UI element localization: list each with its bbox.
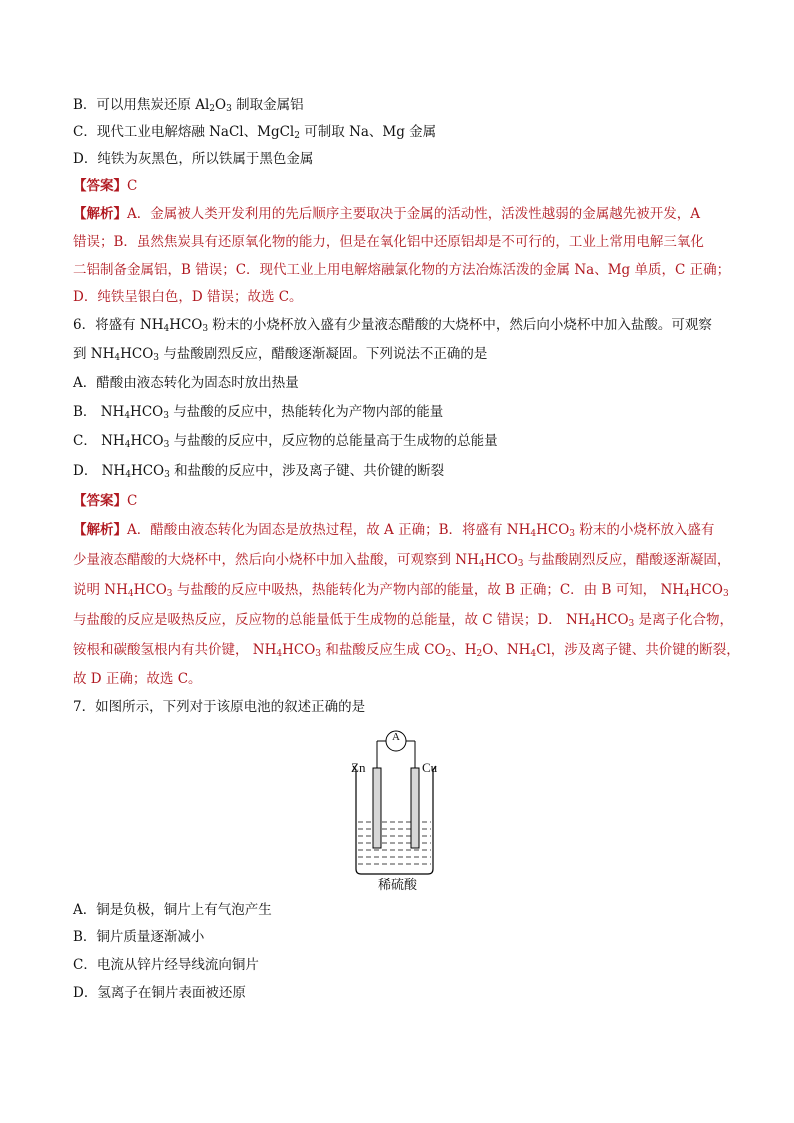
- q5-option-c: C．现代工业电解熔融 NaCl、MgCl$_2$ 可制取 Na、Mg 金属: [73, 124, 437, 141]
- q5-option-b: B．可以用焦炭还原 $Al_2O_3$ 制取金属铝: [73, 97, 304, 114]
- copper-label: Cu: [422, 760, 438, 775]
- q6-analysis-line-4: 与盐酸的反应是吸热反应，反应物的总能量低于生成物的总能量，故 C 错误；D． $NH_4HCO_3$ 是离子化合物，: [73, 612, 734, 629]
- q6-option-a: A．醋酸由液态转化为固态时放出热量: [73, 375, 299, 391]
- q7-option-d: D．氢离子在铜片表面被还原: [73, 985, 246, 1001]
- q6-analysis-line-5: 铵根和碳酸氢根内有共价键， $NH_4HCO_3$ 和盐酸反应生成 $CO_2$、$H_2O$、$NH_4Cl$，涉及离子键、共价键的断裂，: [73, 642, 740, 659]
- q6-analysis-line-1: 【解析】A．醋酸由液态转化为固态是放热过程，故 A 正确；B．将盛有 $NH_4HCO_3$ 粉末的小烧杯放入盛有: [73, 522, 715, 539]
- sulfuric-acid-liquid: [358, 822, 431, 864]
- figure-caption: 稀硫酸: [378, 878, 418, 893]
- zinc-electrode: [373, 768, 381, 848]
- q7-stem: 7．如图所示，下列对于该原电池的叙述正确的是: [73, 699, 366, 715]
- q5-analysis-line-2: 错误；B．虽然焦炭具有还原氧化物的能力，但是在氧化铝中还原铝却是不可行的，工业上常用电解三氧化: [73, 234, 704, 250]
- beaker-icon: [353, 766, 436, 874]
- q5-option-d: D．纯铁为灰黑色，所以铁属于黑色金属: [73, 151, 314, 167]
- q6-option-b: B． $NH_4HCO_3$ 与盐酸的反应中，热能转化为产物内部的能量: [73, 404, 444, 421]
- q5-answer: 【答案】C: [73, 178, 138, 194]
- q6-option-d: D． $NH_4HCO_3$ 和盐酸的反应中，涉及离子键、共价键的断裂: [73, 463, 445, 480]
- q6-answer: 【答案】C: [73, 493, 138, 509]
- zinc-label: Zn: [351, 760, 366, 775]
- q7-option-b: B．铜片质量逐渐减小: [73, 929, 205, 945]
- q5-analysis-line-1: 【解析】A．金属被人类开发利用的先后顺序主要取决于金属的活动性，活泼性越弱的金属越先被开发，A: [73, 206, 700, 222]
- q6-stem-line-1: 6．将盛有 $NH_4HCO_3$ 粉末的小烧杯放入盛有少量液态醋酸的大烧杯中，然后向小烧杯中加入盐酸。可观察: [73, 317, 712, 334]
- q6-analysis-line-3: 说明 $NH_4HCO_3$ 与盐酸的反应中吸热，热能转化为产物内部的能量，故 B 正确；C．由 B 可知， $NH_4HCO_3$: [73, 582, 729, 599]
- q5-analysis-line-4: D．纯铁呈银白色，D 错误；故选 C。: [73, 289, 303, 305]
- q5-analysis-line-3: 二铝制备金属铝，B 错误；C．现代工业上用电解熔融氯化物的方法冶炼活泼的金属 Na、Mg 单质，C 正确；: [73, 262, 731, 278]
- q6-stem-line-2: 到 $NH_4HCO_3$ 与盐酸剧烈反应，醋酸逐渐凝固。下列说法不正确的是: [73, 346, 488, 363]
- q7-option-c: C．电流从锌片经导线流向铜片: [73, 957, 259, 973]
- copper-electrode: [411, 768, 419, 848]
- q6-analysis-line-6: 故 D 正确；故选 C。: [73, 671, 202, 687]
- q7-option-a: A．铜是负极，铜片上有气泡产生: [73, 902, 272, 918]
- q6-option-c: C． $NH_4HCO_3$ 与盐酸的反应中，反应物的总能量高于生成物的总能量: [73, 433, 498, 450]
- galvanic-cell-diagram: [340, 726, 440, 876]
- galvanic-cell-figure: [340, 726, 440, 896]
- ammeter-label: A: [392, 731, 400, 743]
- q6-analysis-line-2: 少量液态醋酸的大烧杯中，然后向小烧杯中加入盐酸，可观察到 $NH_4HCO_3$ 与盐酸剧烈反应，醋酸逐渐凝固，: [73, 552, 731, 569]
